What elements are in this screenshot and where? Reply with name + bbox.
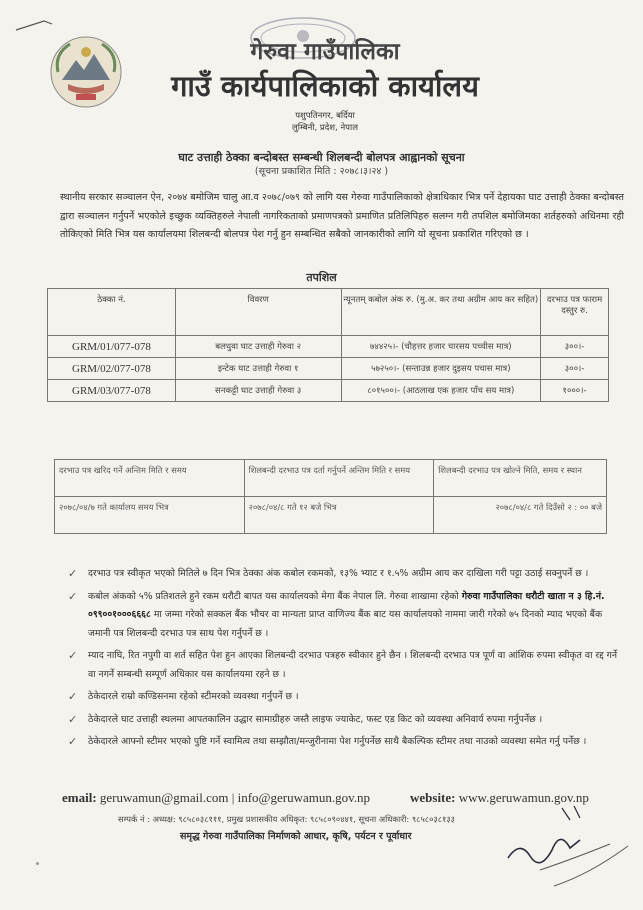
notice-published-date: (सूचना प्रकाशित मिति : २०७८।३।२४ ) [254, 166, 389, 177]
list-item [68, 733, 624, 752]
letterhead [150, 38, 500, 134]
deposit-account: गेरुवा गाउँपालिका धरौटी खाता न ३ हि.नं. ०९९००१०००६६६८ [88, 590, 605, 620]
submission-deadline: २०७८/०४/८ गते १२ बजे भित्र [244, 497, 434, 534]
speck [36, 862, 39, 865]
email-label: email: [62, 790, 97, 805]
column-header: दरभाउ पत्र फाराम दस्तुर रु. [541, 289, 609, 336]
office-name: गाउँ कार्यपालिकाको कार्यालय [171, 69, 479, 103]
address-line-2: लुम्बिनी, प्रदेश, नेपाल [292, 123, 358, 133]
condition-text: म्याद नाघि, रित नपुगी वा शर्त सहित पेश हुन आएका शिलबन्दी दरभाउ पत्रहरु स्वीकार हुने छैन । शिलबन्दी दरभाउ पत्र पूर्ण वा आंशिक रुपमा स्वीकृत वा रद्द गर्ने वा नगर्ने सम्बन्धी सम्पूर्ण अधिकार यस कार्यालयमा रहने छ । [88, 650, 618, 680]
contracts-table [47, 288, 609, 402]
checkmark-icon: ✓ [68, 735, 78, 748]
contract-code: GRM/02/077-078 [48, 358, 176, 380]
checkmark-icon: ✓ [68, 712, 78, 726]
footer-motto: समृद्ध गेरुवा गाउँपालिका निर्माणको आधार, कृषि, पर्यटन र पूर्वाधार [180, 831, 412, 842]
signature-stamp-icon [500, 800, 640, 900]
list-item [68, 647, 624, 684]
condition-text: ठेकेदारले राम्रो कण्डिसनमा रहेको स्टीमरको व्यवस्था गर्नुपर्ने छ । [88, 691, 299, 702]
column-header: विवरण [175, 289, 341, 336]
contract-minimum-bid: ५७२५०।- (सन्ताउन्न हजार दुइसय पचास मात्र) [341, 358, 541, 380]
contract-form-fee: ३००।- [541, 358, 609, 380]
footer-contact: सम्पर्क नं : अध्यक्ष: ९८५८०३८१११, प्रमुख प्रशासकीय अधिकृत: ९८५८०९०४४१, सूचना अधिकारी: ९८५८०३८१३३ [118, 814, 455, 824]
contract-form-fee: १०००।- [541, 380, 609, 402]
contract-description: बलधुवा घाट उत्ताही गेरुवा २ [175, 336, 341, 358]
condition-text: कबोल अंकको ५% प्रतिशतले हुने रकम धरौटी बापत यस कार्यालयको मेगा बैंक नेपाल लि. गेरुवा शाखामा रहेको [88, 590, 462, 602]
list-item [68, 688, 624, 707]
purchase-deadline: २०७८/०४/७ गते कार्यालय समय भित्र [55, 497, 245, 534]
checkmark-icon: ✓ [68, 649, 78, 662]
nepal-emblem-icon [48, 34, 124, 110]
contract-description: सनकट्टी घाट उत्ताही गेरुवा ३ [175, 380, 341, 402]
email-value[interactable]: geruwamun@gmail.com | info@geruwamun.gov.np [99, 790, 371, 805]
website-label: website: [410, 790, 456, 805]
contract-code: GRM/03/077-078 [48, 380, 176, 402]
table-row [48, 336, 609, 358]
table-header-row [48, 289, 609, 336]
checkmark-icon: ✓ [68, 567, 78, 580]
list-item [68, 565, 624, 584]
condition-text: दरभाउ पत्र स्वीकृत भएको मितिले ७ दिन भित्र ठेक्का अंक कबोल रकमको, १३% भ्याट र १.५% अग्रीम आय कर दाखिला गरी पट्टा उठाई सक्नुपर्ने छ । [88, 568, 589, 579]
column-header: शिलबन्दी दरभाउ पत्र खोल्ने मिति, समय र स्थान [434, 460, 607, 497]
opening-date: २०७८/०४/८ गते दिउँसो २ : ०० बजे [434, 497, 607, 534]
table-row [55, 497, 607, 534]
condition-text: ठेकेदारले आफ्नो स्टीमर भएको पुष्टि गर्ने स्वामित्व तथा सम्झौता/मन्जुरीनामा पेश गर्नुपर्नेछ साथै बैकल्पिक स्टीमर तथा नाउको व्यवस्था समेत गर्नु पर्नेछ । [88, 736, 587, 747]
list-item [68, 711, 624, 730]
municipality-name: गेरुवा गाउँपालिका [250, 39, 400, 65]
contract-minimum-bid: ८०१५००।- (आठलाख एक हजार पाँच सय मात्र) [341, 380, 541, 402]
address-line-1: पशुपतिनगर, बर्दिया [295, 111, 355, 121]
column-header: न्यूनतम् कबोल अंक रु. (मु.अ. कर तथा अग्रीम आय कर सहित) [341, 289, 541, 336]
schedule-table [54, 459, 607, 534]
intro-paragraph: स्थानीय सरकार सञ्चालन ऐन, २०७४ बमोजिम चालु आ.व २०७८/०७९ को लागि यस गेरुवा गाउँपालिकाको क्षेत्राधिकार भित्र पर्ने देहायका घाट उत्ताही ठेक्का बन्दोबस्त द्वारा सञ्चालन गर्नुपर्ने भएकोले इच्छुक व्यक्तिहरुले नेपाली नागरिकताको प्रमाणपत्रको प्रमाणित प्रतिलिपिहरु सलग्न गरी तपशिल बमोजिमका शर्तहरुको अधिनमा रही तोकिएको मिति भित्र यस कार्यालयमा शिलबन्दी बोलपत्र पेश गर्नु हुन सम्बन्धित सबैको जानकारीको लागि यो सूचना प्रकाशित गरिएको छ । [60, 192, 624, 240]
contract-form-fee: ३००।- [541, 336, 609, 358]
contract-description: इन्टेक घाट उत्ताही गेरुवा १ [175, 358, 341, 380]
conditions-list [68, 565, 624, 756]
checkmark-icon: ✓ [68, 690, 78, 703]
pen-stroke-mark [14, 18, 54, 32]
tapasil-heading: तपशिल [306, 271, 337, 284]
table-row [48, 380, 609, 402]
checkmark-icon: ✓ [68, 589, 78, 603]
table-header-row [55, 460, 607, 497]
contract-minimum-bid: ७४४२५।- (चौहत्तर हजार चारसय पच्चीस मात्र) [341, 336, 541, 358]
footer-email [62, 790, 370, 806]
column-header: दरभाउ पत्र खरिद गर्ने अन्तिम मिति र समय [55, 460, 245, 497]
table-row [48, 358, 609, 380]
list-item [68, 588, 624, 644]
column-header: शिलबन्दी दरभाउ पत्र दर्ता गर्नुपर्ने अन्तिम मिति र समय [244, 460, 434, 497]
column-header: ठेक्का नं. [48, 289, 176, 336]
notice-title: घाट उत्ताही ठेक्का बन्दोबस्त सम्बन्धी शिलबन्दी बोलपत्र आह्वानको सूचना [178, 151, 465, 164]
website-value[interactable]: www.geruwamun.gov.np [458, 790, 589, 805]
condition-text: मा जम्मा गरेको सक्कल बैंक भौचर वा मान्यता प्राप्त वाणिज्य बैंक बाट यस कार्यालयको नाममा जारी गरेको ७५ दिनको म्याद भएको बैंक जमानी पत्र शिलबन्दी दरभाउ पत्र साथ पेश गर्नुपर्ने छ । [88, 609, 603, 639]
contract-code: GRM/01/077-078 [48, 336, 176, 358]
condition-text: ठेकेदारले घाट उत्ताही स्थलमा आपतकालिन उद्धार सामाग्रीहरु जस्तै लाइफ ज्याकेट, फस्ट एड किट को व्यवस्था अनिवार्य रुपमा गर्नुपर्नेछ । [88, 713, 543, 725]
